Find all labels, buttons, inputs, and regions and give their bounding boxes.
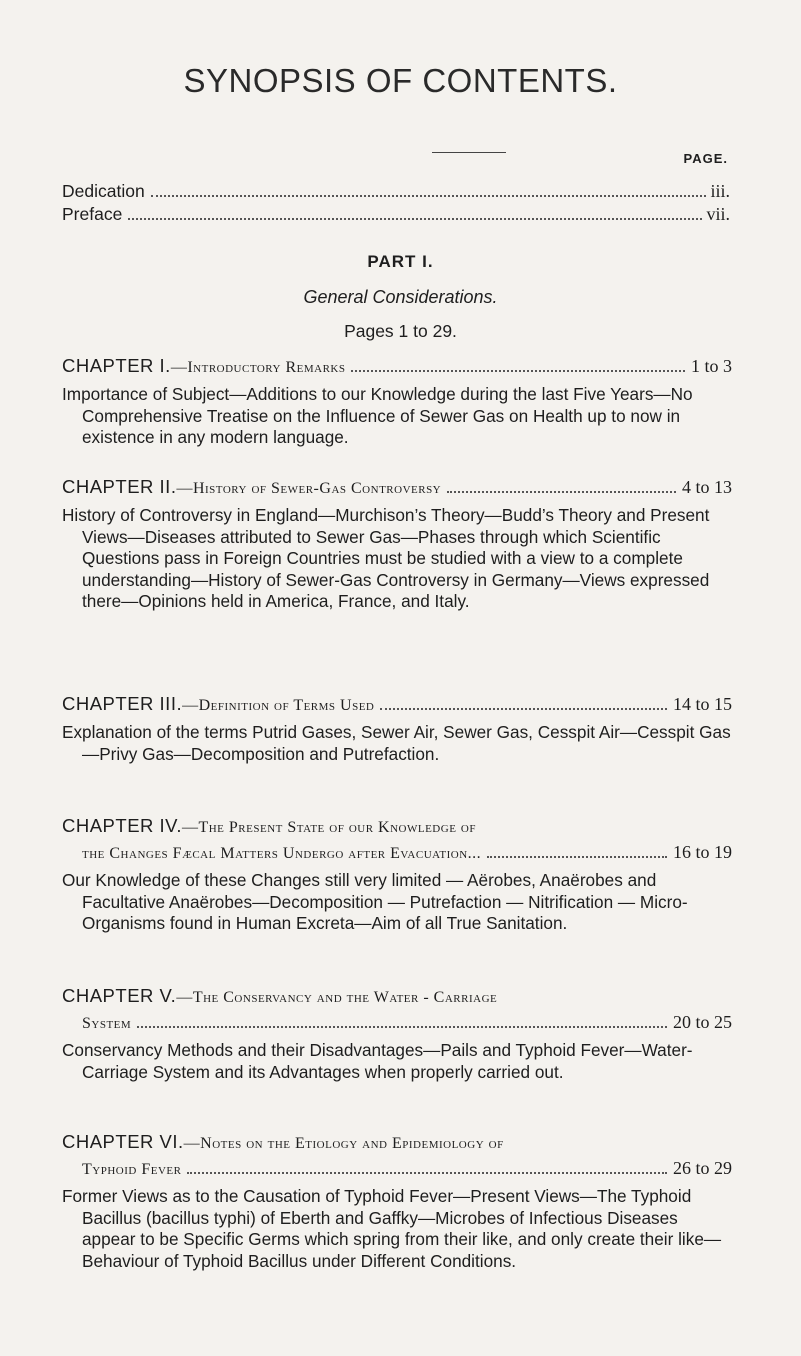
chapter-heading (62, 475, 732, 501)
chapter-entry (62, 984, 732, 1083)
chapter-heading-continued (62, 1010, 732, 1036)
chapter-title-continued: Typhoid Fever (82, 1161, 182, 1178)
chapter-entry (62, 692, 732, 765)
chapter-summary: Our Knowledge of these Changes still very limited — Aërobes, Anaërobes and Facultative Anaërobes—Decomposition — Putrefaction — Nitrification — Micro-Organisms found in Human Excreta—Aim of all True Sanitation. (62, 870, 688, 934)
entry-page: iii. (710, 181, 730, 201)
chapter-entry (62, 354, 732, 449)
chapter-pages: 16 to 19 (672, 842, 732, 862)
dot-leader (380, 708, 667, 710)
front-matter-preface (62, 203, 730, 226)
chapter-summary: Explanation of the terms Putrid Gases, Sewer Air, Sewer Gas, Cesspit Air—Cesspit Gas—Privy Gas—Decomposition and Putrefaction. (62, 722, 731, 764)
dot-leader (447, 491, 676, 493)
chapter-title: —Notes on the Etiology and Epidemiology of (183, 1135, 504, 1152)
chapter-title: —The Conservancy and the Water - Carriage (176, 989, 498, 1006)
chapter-number: CHAPTER V. (62, 985, 177, 1006)
chapter-heading (62, 1130, 732, 1156)
chapter-summary: Importance of Subject—Additions to our Knowledge during the last Five Years—No Comprehensive Treatise on the Influence of Sewer Gas on Health up to now in existence in any modern language. (62, 384, 693, 448)
part-subtitle: General Considerations. (303, 287, 498, 307)
chapter-entry (62, 814, 732, 935)
chapter-title: —Definition of Terms Used (182, 697, 375, 714)
part-page-range: Pages 1 to 29. (344, 321, 457, 341)
chapter-pages: 4 to 13 (681, 477, 732, 497)
chapter-pages: 26 to 29 (672, 1158, 732, 1178)
entry-page: vii. (706, 204, 730, 224)
chapter-number: CHAPTER IV. (62, 815, 182, 836)
dot-leader (187, 1172, 667, 1174)
chapter-title-continued: the Changes Fæcal Matters Undergo after Evacuation... (82, 845, 482, 862)
title-rule (432, 152, 506, 153)
chapter-summary: Former Views as to the Causation of Typhoid Fever—Present Views—The Typhoid Bacillus (bacillus typhi) of Eberth and Gaffky—Microbes of Infectious Diseases appear to be Specific Germs which spring from their like, and only create their like—Behaviour of Typhoid Bacillus under Different Conditions. (62, 1186, 722, 1271)
chapter-number: CHAPTER III. (62, 693, 183, 714)
chapter-summary: History of Controversy in England—Murchison’s Theory—Budd’s Theory and Present Views—Diseases attributed to Sewer Gas—Phases through which Scientific Questions pass in Foreign Countries must be studied with a view to a complete understanding—History of Sewer-Gas Controversy in Germany—Views expressed there—Opinions held in America, France, and Italy. (62, 505, 710, 612)
chapter-number: CHAPTER I. (62, 355, 171, 376)
entry-label: Dedication (62, 181, 145, 201)
dot-leader (351, 370, 685, 372)
chapter-heading (62, 984, 732, 1010)
chapter-heading-continued (62, 840, 732, 866)
chapter-heading-continued (62, 1156, 732, 1182)
chapter-summary: Conservancy Methods and their Disadvantages—Pails and Typhoid Fever—Water-Carriage System and its Advantages when properly carried out. (62, 1040, 693, 1082)
front-matter-dedication (62, 180, 730, 203)
dot-leader (487, 856, 667, 858)
dot-leader (151, 195, 707, 197)
chapter-pages: 14 to 15 (672, 694, 732, 714)
page-column-header: PAGE. (683, 151, 728, 166)
chapter-entry (62, 475, 732, 613)
chapter-heading (62, 354, 732, 380)
chapter-title: —Introductory Remarks (170, 359, 346, 376)
chapter-number: CHAPTER VI. (62, 1131, 184, 1152)
chapter-number: CHAPTER II. (62, 476, 177, 497)
entry-label: Preface (62, 204, 123, 224)
chapter-pages: 20 to 25 (672, 1012, 732, 1032)
part-heading: PART I. (367, 252, 434, 271)
chapter-heading (62, 814, 732, 840)
chapter-title-continued: System (82, 1015, 132, 1032)
chapter-title: —History of Sewer-Gas Controversy (176, 480, 442, 497)
chapter-heading (62, 692, 732, 718)
chapter-pages: 1 to 3 (690, 356, 732, 376)
chapter-entry (62, 1130, 732, 1272)
page-title: SYNOPSIS OF CONTENTS. (183, 62, 618, 99)
dot-leader (128, 218, 702, 220)
dot-leader (137, 1026, 667, 1028)
chapter-title: —The Present State of our Knowledge of (181, 819, 476, 836)
